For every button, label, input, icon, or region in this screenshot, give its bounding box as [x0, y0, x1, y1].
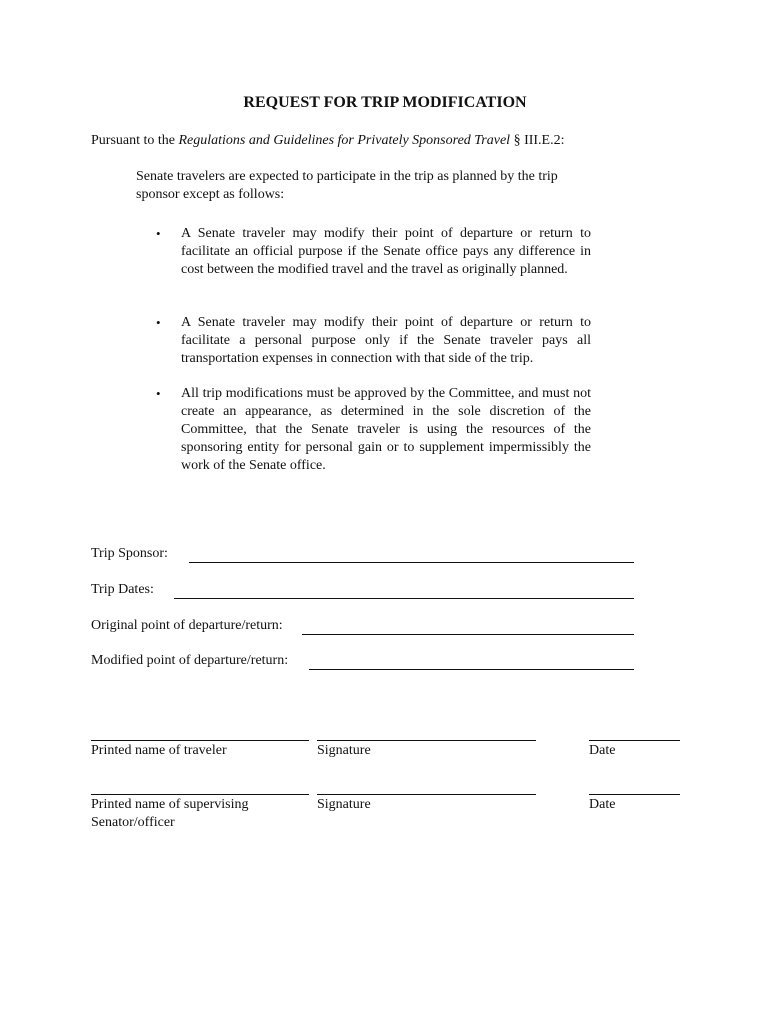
supervisor-date-field[interactable]	[589, 794, 680, 795]
original-point-label: Original point of departure/return:	[91, 618, 283, 633]
intro-citation: Regulations and Guidelines for Privately Sponsored Travel	[178, 133, 511, 148]
exceptions-paragraph: Senate travelers are expected to participate in the trip as planned by the trip sponsor except as follows:	[136, 169, 558, 202]
trip-sponsor-label: Trip Sponsor:	[91, 546, 168, 561]
trip-sponsor-field[interactable]	[189, 562, 634, 563]
bullet-text: A Senate traveler may modify their point of departure or return to facilitate a personal purpose only if the Senate traveler pays all transportation expenses in connection with that side of the trip.	[181, 315, 591, 366]
modified-point-label: Modified point of departure/return:	[91, 653, 289, 668]
traveler-signature-field[interactable]	[317, 740, 536, 741]
form-title: REQUEST FOR TRIP MODIFICATION	[243, 94, 527, 111]
traveler-signature-label: Signature	[317, 743, 371, 758]
original-point-field[interactable]	[302, 634, 634, 635]
supervisor-name-field[interactable]	[91, 794, 309, 795]
traveler-name-label: Printed name of traveler	[91, 743, 227, 758]
bullet-text: All trip modifications must be approved by the Committee, and must not create an appearance, as determined in the sole discretion of the Committee, that the Senate traveler is using the resources of the sponsoring entity for personal gain or to supplement impermissibly the work of the Senate office.	[181, 386, 591, 473]
supervisor-signature-label: Signature	[317, 797, 371, 812]
traveler-name-field[interactable]	[91, 740, 309, 741]
intro-prefix: Pursuant to the	[91, 133, 179, 148]
supervisor-date-label: Date	[589, 797, 616, 812]
bullet-text: A Senate traveler may modify their point of departure or return to facilitate an official purpose if the Senate office pays any difference in cost between the modified travel and the travel as originally planned.	[181, 226, 591, 277]
trip-dates-field[interactable]	[174, 598, 634, 599]
bullet-icon: •	[156, 386, 161, 401]
supervisor-signature-field[interactable]	[317, 794, 536, 795]
intro-suffix: § III.E.2:	[510, 133, 565, 148]
traveler-date-field[interactable]	[589, 740, 680, 741]
modified-point-field[interactable]	[309, 669, 634, 670]
traveler-date-label: Date	[589, 743, 616, 758]
bullet-icon: •	[156, 226, 161, 241]
intro-line	[91, 133, 565, 149]
supervisor-name-label: Printed name of supervising Senator/officer	[91, 797, 249, 830]
bullet-icon: •	[156, 315, 161, 330]
trip-dates-label: Trip Dates:	[91, 582, 154, 597]
